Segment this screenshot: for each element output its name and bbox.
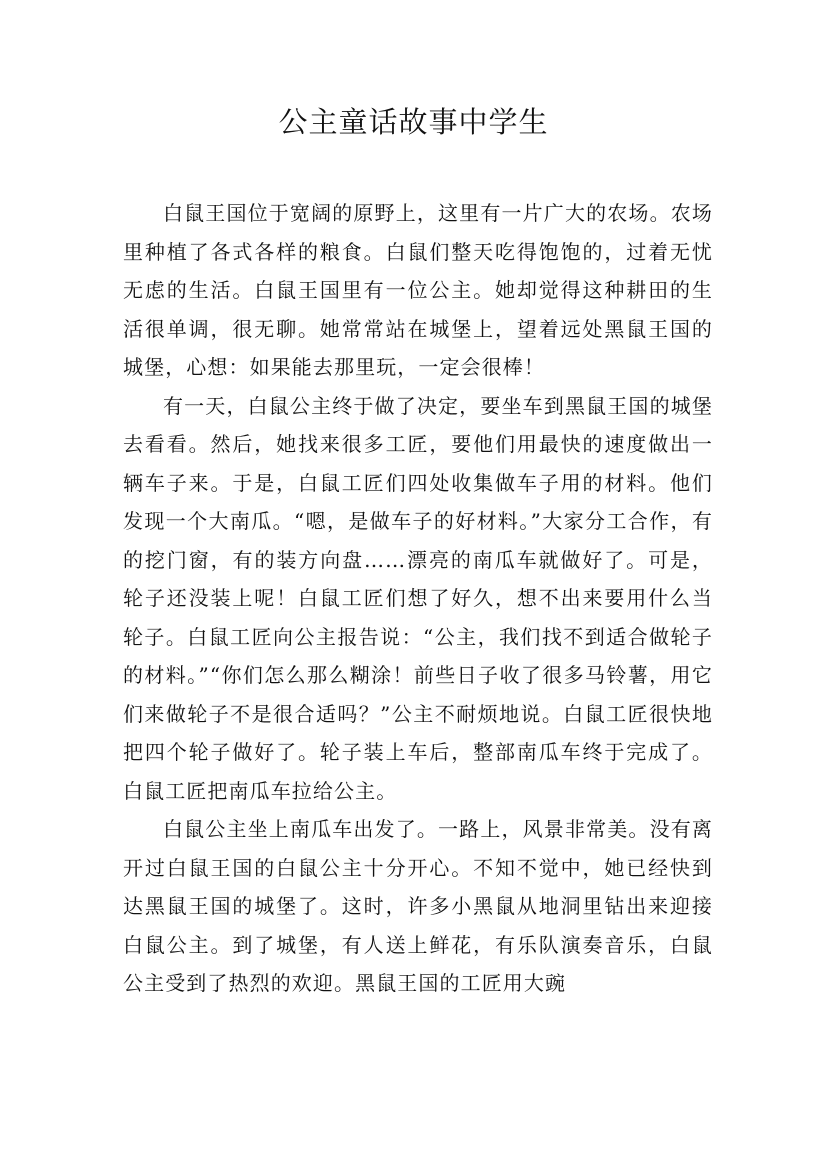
paragraph-2: 有一天，白鼠公主终于做了决定，要坐车到黑鼠王国的城堡去看看。然后，她找来很多工匠，要他们用最快的速度做出一辆车子来。于是，白鼠工匠们四处收集做车子用的材料。他们发现一个大南瓜。“嗯，是做车子的好材料。”大家分工合作，有的挖门窗，有的装方向盘……漂亮的南瓜车就做好了。可是，轮子还没装上呢！白鼠工匠们想了好久，想不出来要用什么当轮子。白鼠工匠向公主报告说：“公主，我们找不到适合做轮子的材料。”“你们怎么那么糊涂！前些日子收了很多马铃薯，用它们来做轮子不是很合适吗？”公主不耐烦地说。白鼠工匠很快地把四个轮子做好了。轮子装上车后，整部南瓜车终于完成了。白鼠工匠把南瓜车拉给公主。 xyxy=(123,393,713,803)
paragraph-1: 白鼠王国位于宽阔的原野上，这里有一片广大的农场。农场里种植了各式各样的粮食。白鼠们整天吃得饱饱的，过着无忧无虑的生活。白鼠王国里有一位公主。她却觉得这种耕田的生活很单调，很无聊。她常常站在城堡上，望着远处黑鼠王国的城堡，心想：如果能去那里玩，一定会很棒！ xyxy=(123,201,713,379)
paragraph-3: 白鼠公主坐上南瓜车出发了。一路上，风景非常美。没有离开过白鼠王国的白鼠公主十分开心。不知不觉中，她已经快到达黑鼠王国的城堡了。这时，许多小黑鼠从地洞里钻出来迎接白鼠公主。到了城堡，有人送上鲜花，有乐队演奏音乐，白鼠公主受到了热烈的欢迎。黑鼠王国的工匠用大豌 xyxy=(123,817,713,995)
page-title: 公主童话故事中学生 xyxy=(278,105,549,139)
story-body xyxy=(123,194,713,1003)
